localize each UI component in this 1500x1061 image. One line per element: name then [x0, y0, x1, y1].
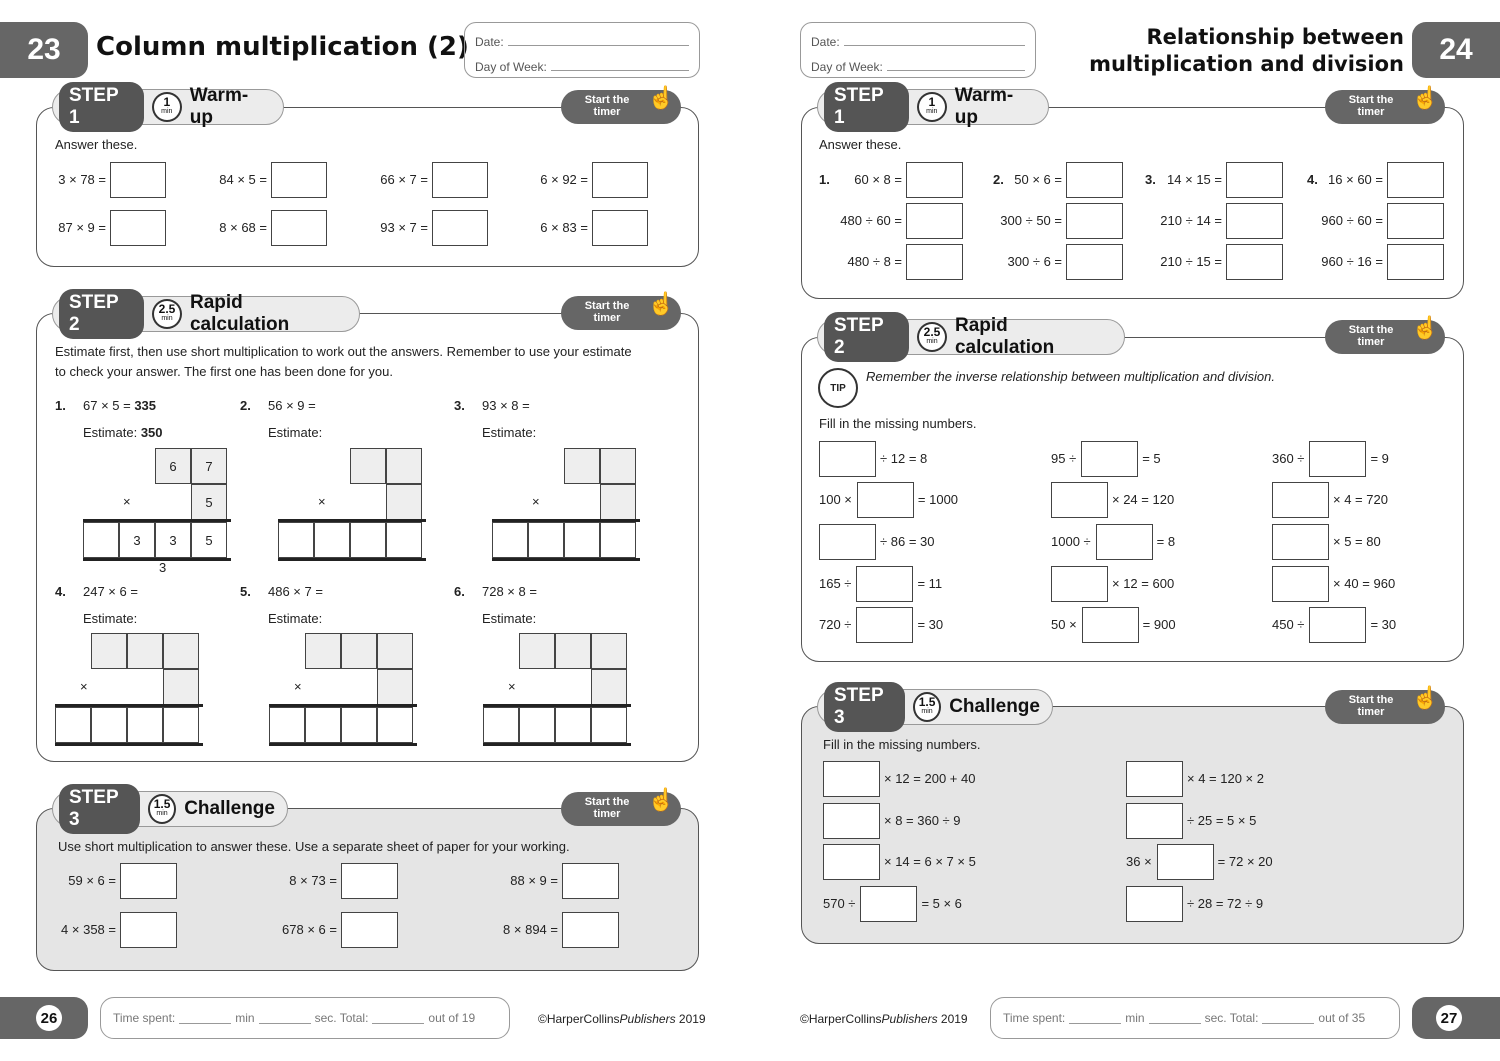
question-text: 960 ÷ 60 =	[1321, 213, 1383, 228]
step-title: Challenge	[184, 798, 275, 819]
equation-suffix: = 30	[1370, 617, 1397, 632]
step1-tab-right	[817, 85, 1049, 128]
answer-line	[492, 558, 640, 561]
result-cell[interactable]	[127, 707, 163, 743]
equation-suffix: = 900	[1142, 617, 1176, 632]
pointing-hand-icon: ☝	[1411, 315, 1439, 340]
question-number: 4.	[55, 584, 66, 599]
total-field[interactable]	[372, 1012, 424, 1024]
footer-page-number: 27	[1436, 1005, 1462, 1031]
digit-cell[interactable]	[341, 633, 377, 669]
step-label: STEP 1	[59, 82, 144, 132]
missing-number-box[interactable]	[1051, 566, 1108, 602]
step-title: Challenge	[949, 696, 1040, 717]
step-label: STEP 1	[824, 82, 909, 132]
equation-prefix: 360 ÷	[1272, 451, 1305, 466]
answer-line	[269, 743, 417, 746]
start-timer-button[interactable]: Start the timer ☝	[1325, 320, 1445, 354]
equation-suffix: ÷ 12 = 8	[880, 451, 928, 466]
equation-prefix: 36 ×	[1126, 854, 1152, 869]
equation-suffix: × 14 = 6 × 7 × 5	[884, 854, 976, 869]
question-text: 8 × 894 =	[503, 922, 558, 937]
missing-number-box[interactable]	[819, 441, 876, 477]
question-text: 66 × 7 =	[380, 172, 428, 187]
pointing-hand-icon: ☝	[647, 291, 675, 316]
time-spent-box	[100, 997, 510, 1039]
digit-cell[interactable]	[591, 633, 627, 669]
equation-prefix: 450 ÷	[1272, 617, 1305, 632]
date-field[interactable]	[508, 30, 689, 46]
digit-cell[interactable]	[600, 448, 636, 484]
digit-cell[interactable]	[350, 448, 386, 484]
pointing-hand-icon: ☝	[647, 85, 675, 110]
equation-suffix: × 8 = 360 ÷ 9	[884, 813, 961, 828]
answer-box[interactable]	[562, 863, 619, 899]
question-text: 14 × 15 =	[1167, 172, 1222, 187]
digit-cell[interactable]: 7	[191, 448, 227, 484]
start-timer-button[interactable]: Start the timer ☝	[561, 296, 681, 330]
question-text: 210 ÷ 14 =	[1160, 213, 1222, 228]
result-cell[interactable]: 5	[191, 522, 227, 558]
answer-box[interactable]	[562, 912, 619, 948]
equation-suffix: = 5 × 6	[921, 896, 962, 911]
digit-cell[interactable]	[91, 633, 127, 669]
date-box	[464, 22, 700, 78]
result-cell[interactable]	[350, 522, 386, 558]
equation-suffix: × 4 = 120 × 2	[1187, 771, 1264, 786]
step3-tab-left	[52, 787, 288, 830]
result-cell[interactable]	[483, 707, 519, 743]
page-title: Relationship between multiplication and division	[1089, 25, 1404, 76]
out-of-label: out of 19	[428, 1011, 476, 1025]
question-text: 728 × 8 =	[482, 584, 537, 599]
missing-number-box[interactable]	[1272, 524, 1329, 560]
start-timer-button[interactable]: Start the timer ☝	[561, 792, 681, 826]
step1-panel-right	[801, 107, 1464, 299]
answer-box[interactable]	[592, 162, 648, 198]
question-number: 2.	[993, 172, 1004, 187]
result-cell[interactable]	[600, 522, 636, 558]
time-sec-field[interactable]	[1149, 1012, 1201, 1024]
missing-number-box[interactable]	[1157, 844, 1214, 880]
question-text: 247 × 6 =	[83, 584, 138, 599]
missing-number-box[interactable]	[857, 482, 914, 518]
result-cell[interactable]	[555, 707, 591, 743]
step-label: STEP 3	[59, 784, 140, 834]
clock-icon: 1.5 min	[148, 794, 176, 824]
question-number: 4.	[1307, 172, 1318, 187]
result-cell[interactable]	[314, 522, 350, 558]
missing-number-box[interactable]	[1309, 607, 1366, 643]
equation-prefix: 570 ÷	[823, 896, 856, 911]
digit-cell[interactable]	[386, 448, 422, 484]
result-cell[interactable]	[528, 522, 564, 558]
equation-suffix: × 4 = 720	[1333, 492, 1388, 507]
question-text: 16 × 60 =	[1328, 172, 1383, 187]
day-of-week-field[interactable]	[887, 55, 1025, 71]
answer-line	[278, 558, 426, 561]
digit-cell[interactable]	[377, 633, 413, 669]
clock-icon: 1 min	[917, 92, 947, 122]
question-text: 300 ÷ 6 =	[1007, 254, 1062, 269]
time-min-field[interactable]	[1069, 1012, 1121, 1024]
missing-number-box[interactable]	[823, 803, 880, 839]
result-cell[interactable]	[83, 522, 119, 558]
equation-suffix: = 9	[1370, 451, 1389, 466]
question-text: 3 × 78 =	[58, 172, 106, 187]
equation-prefix: 100 ×	[819, 492, 852, 507]
instruction-line-2: to check your answer. The first one has been done for you.	[55, 364, 393, 379]
equation-suffix: = 72 × 20	[1217, 854, 1273, 869]
instruction: Use short multiplication to answer these. Use a separate sheet of paper for your working.	[58, 839, 570, 854]
digit-cell[interactable]	[163, 633, 199, 669]
instruction: Answer these.	[819, 137, 902, 152]
missing-number-box[interactable]	[819, 524, 876, 560]
question-text: 8 × 68 =	[219, 220, 267, 235]
multiplier-cell[interactable]	[163, 669, 199, 705]
result-cell[interactable]	[492, 522, 528, 558]
times-sign: ×	[123, 494, 131, 509]
equation-suffix: ÷ 25 = 5 × 5	[1187, 813, 1257, 828]
question-number: 3.	[454, 398, 465, 413]
clock-icon: 2.5 min	[152, 299, 182, 329]
answer-box[interactable]	[1387, 162, 1444, 198]
equation-prefix: 1000 ÷	[1051, 534, 1091, 549]
multiplier-cell[interactable]	[591, 669, 627, 705]
question-text: 87 × 9 =	[58, 220, 106, 235]
question-text: 6 × 83 =	[540, 220, 588, 235]
missing-number-box[interactable]	[1096, 524, 1153, 560]
question-number: 6.	[454, 584, 465, 599]
tip-icon: TIP	[818, 368, 858, 408]
answer-box[interactable]	[1387, 244, 1444, 280]
question-text: 84 × 5 =	[219, 172, 267, 187]
clock-icon: 1 min	[152, 92, 182, 122]
equation-suffix: × 24 = 120	[1112, 492, 1175, 507]
date-label: Date:	[811, 35, 840, 49]
tip-text: Remember the inverse relationship between multiplication and division.	[866, 369, 1275, 384]
question-text: 88 × 9 =	[510, 873, 558, 888]
digit-cell[interactable]	[127, 633, 163, 669]
question-number: 3.	[1145, 172, 1156, 187]
result-cell[interactable]: 3	[155, 522, 191, 558]
clock-icon: 1.5 min	[913, 692, 941, 722]
equation-prefix: 50 ×	[1051, 617, 1077, 632]
equation-suffix: = 5	[1142, 451, 1161, 466]
start-timer-button[interactable]: Start the timer ☝	[561, 90, 681, 124]
estimate-label: Estimate:	[268, 611, 323, 626]
step2-tab-left	[52, 292, 360, 335]
answer-line	[483, 743, 631, 746]
question-text: 300 ÷ 50 =	[1000, 213, 1062, 228]
day-of-week-label: Day of Week:	[475, 60, 547, 74]
step-title: Rapid calculation	[189, 292, 290, 335]
step-label: STEP 2	[59, 289, 144, 339]
result-cell[interactable]	[341, 707, 377, 743]
digit-cell[interactable]: 6	[155, 448, 191, 484]
question-number: 5.	[240, 584, 251, 599]
equation-suffix: ÷ 86 = 30	[880, 534, 935, 549]
clock-icon: 2.5 min	[917, 322, 947, 352]
equation-suffix: × 40 = 960	[1333, 576, 1396, 591]
times-sign: ×	[318, 494, 326, 509]
step-label: STEP 2	[824, 312, 909, 362]
answer-line	[83, 558, 231, 561]
date-field[interactable]	[844, 30, 1025, 46]
question-text: 93 × 8 =	[482, 398, 530, 413]
result-cell[interactable]: 3	[119, 522, 155, 558]
equation-suffix: = 1000	[917, 492, 959, 507]
times-sign: ×	[294, 679, 302, 694]
question-text: 59 × 6 =	[68, 873, 116, 888]
digit-cell[interactable]	[555, 633, 591, 669]
missing-number-box[interactable]	[1309, 441, 1366, 477]
day-of-week-field[interactable]	[551, 55, 689, 71]
time-spent-label: Time spent:	[113, 1011, 176, 1025]
time-sec-field[interactable]	[259, 1012, 311, 1024]
page-number-badge: 24	[1412, 22, 1500, 78]
sec-total-label: sec. Total:	[314, 1011, 369, 1025]
copyright: ©HarperCollinsPublishers 2019	[538, 1012, 706, 1026]
question-text: 60 × 8 =	[854, 172, 902, 187]
estimate-label: Estimate:	[482, 425, 537, 440]
pointing-hand-icon: ☝	[647, 787, 675, 812]
missing-number-box[interactable]	[1081, 441, 1138, 477]
missing-number-box[interactable]	[1082, 607, 1139, 643]
missing-number-box[interactable]	[1126, 761, 1183, 797]
estimate-label: Estimate:	[482, 611, 537, 626]
question-text: 678 × 6 =	[282, 922, 337, 937]
carry-digit: 3	[159, 560, 167, 575]
result-cell[interactable]	[163, 707, 199, 743]
day-of-week-label: Day of Week:	[811, 60, 883, 74]
question-text: 6 × 92 =	[540, 172, 588, 187]
step2-tab-right	[817, 315, 1125, 358]
answer-box[interactable]	[1387, 203, 1444, 239]
result-cell[interactable]	[564, 522, 600, 558]
instruction-line-1: Estimate first, then use short multiplication to work out the answers. Remember to use your estimate	[55, 344, 632, 359]
multiplier-cell[interactable]	[386, 484, 422, 520]
missing-number-box[interactable]	[1126, 886, 1183, 922]
instruction: Answer these.	[55, 137, 138, 152]
estimate-label: Estimate: 350	[83, 425, 163, 440]
question-number: 2.	[240, 398, 251, 413]
total-field[interactable]	[1262, 1012, 1314, 1024]
missing-number-box[interactable]	[1272, 566, 1329, 602]
missing-number-box[interactable]	[823, 761, 880, 797]
digit-cell[interactable]	[305, 633, 341, 669]
result-cell[interactable]	[269, 707, 305, 743]
missing-number-box[interactable]	[1126, 803, 1183, 839]
result-cell[interactable]	[591, 707, 627, 743]
time-spent-box	[990, 997, 1400, 1039]
result-cell[interactable]	[91, 707, 127, 743]
estimate-label: Estimate:	[268, 425, 323, 440]
estimate-label: Estimate:	[83, 611, 138, 626]
question-text: 486 × 7 =	[268, 584, 323, 599]
missing-number-box[interactable]	[856, 607, 913, 643]
answer-line	[55, 743, 203, 746]
page-title: Column multiplication (2)	[96, 32, 469, 62]
equation-suffix: × 12 = 600	[1112, 576, 1175, 591]
question-text: 67 × 5 = 335	[83, 398, 157, 413]
question-number: 1.	[55, 398, 66, 413]
equation-suffix: = 30	[917, 617, 944, 632]
question-text: 50 × 6 =	[1014, 172, 1062, 187]
multiplier-cell[interactable]	[600, 484, 636, 520]
result-cell[interactable]	[278, 522, 314, 558]
step1-tab-left	[52, 85, 284, 128]
sec-total-label: sec. Total:	[1204, 1011, 1259, 1025]
result-cell[interactable]	[305, 707, 341, 743]
step-title: Warm-up	[954, 85, 1014, 128]
date-box	[800, 22, 1036, 78]
result-cell[interactable]	[519, 707, 555, 743]
missing-number-box[interactable]	[823, 844, 880, 880]
missing-number-box[interactable]	[1051, 482, 1108, 518]
out-of-label: out of 35	[1318, 1011, 1366, 1025]
step-title: Warm-up	[189, 85, 249, 128]
multiplier-cell[interactable]	[377, 669, 413, 705]
missing-number-box[interactable]	[856, 566, 913, 602]
equation-suffix: = 11	[917, 576, 943, 591]
equation-prefix: 95 ÷	[1051, 451, 1077, 466]
step3-tab-right	[817, 685, 1053, 728]
digit-cell[interactable]	[564, 448, 600, 484]
instruction: Fill in the missing numbers.	[819, 416, 977, 431]
question-text: 56 × 9 =	[268, 398, 316, 413]
equation-suffix: ÷ 28 = 72 ÷ 9	[1187, 896, 1264, 911]
result-cell[interactable]	[386, 522, 422, 558]
result-cell[interactable]	[377, 707, 413, 743]
time-min-field[interactable]	[179, 1012, 231, 1024]
question-text: 210 ÷ 15 =	[1160, 254, 1222, 269]
answer-box[interactable]	[592, 210, 648, 246]
question-text: 93 × 7 =	[380, 220, 428, 235]
step-label: STEP 3	[824, 682, 905, 732]
pointing-hand-icon: ☝	[1411, 85, 1439, 110]
missing-number-box[interactable]	[860, 886, 917, 922]
equation-suffix: × 12 = 200 + 40	[884, 771, 976, 786]
times-sign: ×	[508, 679, 516, 694]
time-spent-label: Time spent:	[1003, 1011, 1066, 1025]
footer-page-number: 26	[36, 1005, 62, 1031]
min-label: min	[235, 1011, 255, 1025]
question-text: 960 ÷ 16 =	[1321, 254, 1383, 269]
page-number-badge: 23	[0, 22, 88, 78]
date-label: Date:	[475, 35, 504, 49]
equation-suffix: × 5 = 80	[1333, 534, 1381, 549]
times-sign: ×	[80, 679, 88, 694]
equation-prefix: 165 ÷	[819, 576, 852, 591]
result-cell[interactable]	[55, 707, 91, 743]
question-text: 8 × 73 =	[289, 873, 337, 888]
min-label: min	[1125, 1011, 1145, 1025]
start-timer-button[interactable]: Start the timer ☝	[1325, 690, 1445, 724]
step-title: Rapid calculation	[954, 315, 1055, 358]
digit-cell[interactable]	[519, 633, 555, 669]
missing-number-box[interactable]	[1272, 482, 1329, 518]
copyright: ©HarperCollinsPublishers 2019	[800, 1012, 968, 1026]
question-text: 4 × 358 =	[61, 922, 116, 937]
instruction: Fill in the missing numbers.	[823, 737, 981, 752]
multiplier-cell[interactable]: 5	[191, 484, 227, 520]
question-text: 480 ÷ 8 =	[847, 254, 902, 269]
equation-suffix: = 8	[1156, 534, 1176, 549]
question-text: 480 ÷ 60 =	[840, 213, 902, 228]
equation-prefix: 720 ÷	[819, 617, 852, 632]
times-sign: ×	[532, 494, 540, 509]
start-timer-button[interactable]: Start the timer ☝	[1325, 90, 1445, 124]
pointing-hand-icon: ☝	[1411, 685, 1439, 710]
question-number: 1.	[819, 172, 830, 187]
